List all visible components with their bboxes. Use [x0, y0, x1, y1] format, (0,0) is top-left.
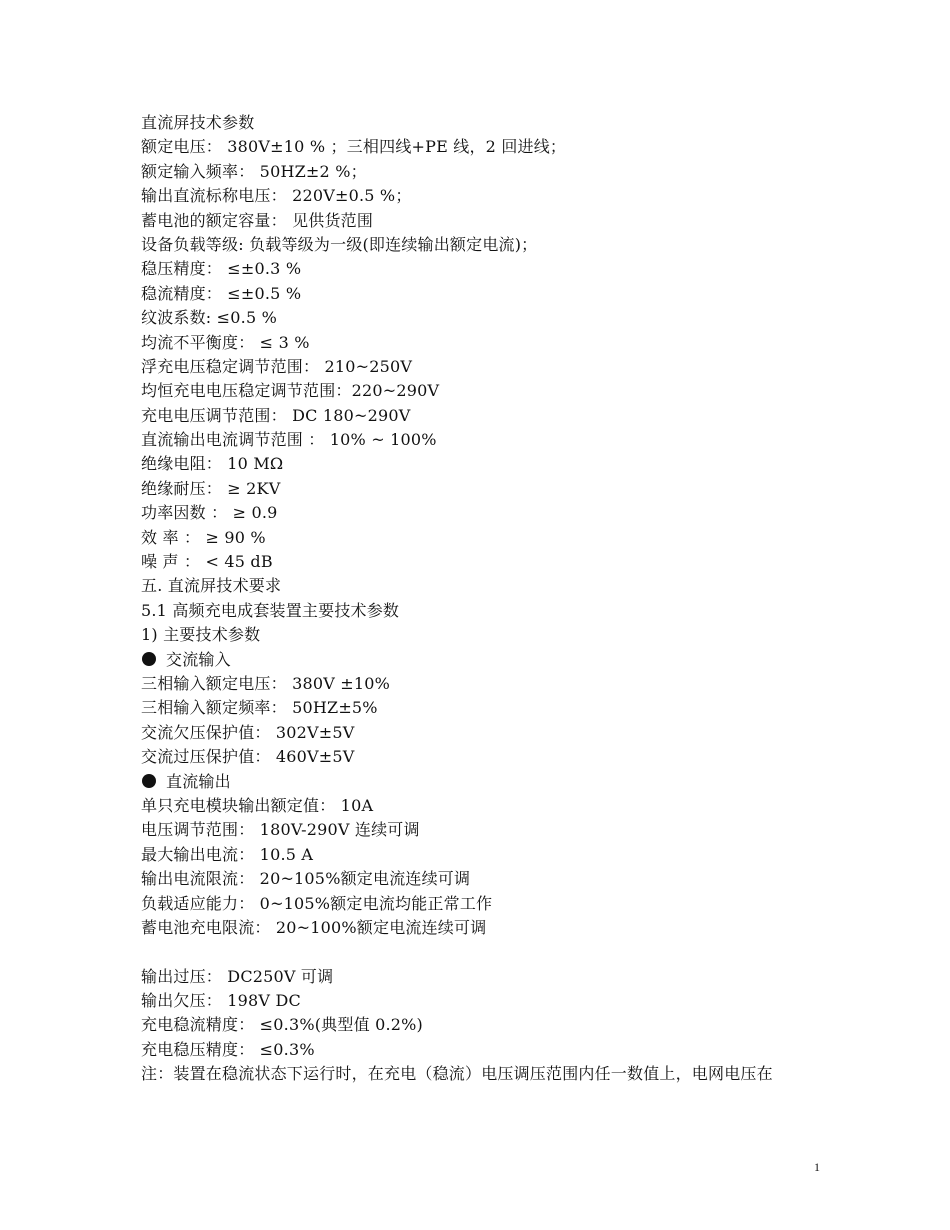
text-line: 纹波系数: ≤0.5 %	[141, 308, 278, 328]
text-line: 输出欠压： 198V DC	[141, 991, 301, 1011]
bullet-icon	[142, 652, 156, 666]
text-line: 单只充电模块输出额定值： 10A	[141, 795, 374, 815]
text-line: 均流不平衡度： ≤ 3 %	[141, 332, 310, 352]
text-line: 绝缘耐压： ≥ 2KV	[141, 478, 281, 498]
document-body	[141, 111, 821, 1087]
blank-line	[141, 940, 821, 964]
text-line: 充电电压调节范围： DC 180~290V	[141, 405, 411, 425]
text-line: 交流过压保护值： 460V±5V	[141, 747, 355, 767]
text-line: 三相输入额定频率： 50HZ±5%	[141, 698, 378, 718]
text-line: 输出直流标称电压： 220V±0.5 %；	[141, 186, 412, 206]
text-line: 浮充电压稳定调节范围： 210~250V	[141, 356, 413, 376]
section-heading: 直流屏技术参数	[141, 113, 255, 132]
note-paragraph: 注：装置在稳流状态下运行时，在充电（稳流）电压调压范围内任一数值上，电网电压在	[141, 1064, 773, 1084]
text-line: 蓄电池充电限流： 20~100%额定电流连续可调	[141, 917, 487, 937]
subsection-heading: 5.1 高频充电成套装置主要技术参数	[141, 600, 400, 620]
text-line: 功率因数 ： ≥ 0.9	[141, 503, 278, 523]
bullet-heading	[141, 648, 821, 672]
text-line: 噪 声 ： < 45 dB	[141, 552, 273, 572]
text-line: 额定电压： 380V±10 % ；三相四线+PE 线，2 回进线；	[141, 137, 567, 157]
text-line: 三相输入额定电压： 380V ±10%	[141, 673, 391, 693]
section-heading: 五. 直流屏技术要求	[141, 576, 282, 596]
text-line: 均恒充电电压稳定调节范围：220~290V	[141, 381, 440, 401]
text-line: 稳压精度： ≤±0.3 %	[141, 259, 302, 279]
bullet-heading	[141, 770, 821, 794]
bullet-icon	[142, 774, 156, 788]
text-line: 额定输入频率： 50HZ±2 %；	[141, 161, 367, 181]
list-heading: 1) 主要技术参数	[141, 625, 261, 645]
text-line: 交流欠压保护值： 302V±5V	[141, 722, 355, 742]
text-line: 效 率 ： ≥ 90 %	[141, 527, 266, 547]
text-line: 充电稳流精度： ≤0.3%(典型值 0.2%)	[141, 1015, 423, 1035]
bullet-heading-label: 直流输出	[166, 771, 231, 791]
text-line: 负载适应能力： 0~105%额定电流均能正常工作	[141, 893, 493, 913]
page-number: 1	[814, 1160, 820, 1174]
text-line: 输出电流限流： 20~105%额定电流连续可调	[141, 869, 471, 889]
text-line: 最大输出电流： 10.5 A	[141, 844, 314, 864]
text-line: 设备负载等级: 负载等级为一级(即连续输出额定电流)；	[141, 234, 538, 254]
text-line: 电压调节范围： 180V-290V 连续可调	[141, 820, 420, 840]
text-line: 输出过压： DC250V 可调	[141, 966, 334, 986]
text-line: 稳流精度： ≤±0.5 %	[141, 283, 302, 303]
text-line: 绝缘电阻： 10 MΩ	[141, 454, 284, 474]
text-line: 充电稳压精度： ≤0.3%	[141, 1039, 315, 1059]
text-line: 蓄电池的额定容量： 见供货范围	[141, 210, 374, 230]
text-line: 直流输出电流调节范围 ： 10% ~ 100%	[141, 430, 437, 450]
bullet-heading-label: 交流输入	[166, 649, 231, 669]
